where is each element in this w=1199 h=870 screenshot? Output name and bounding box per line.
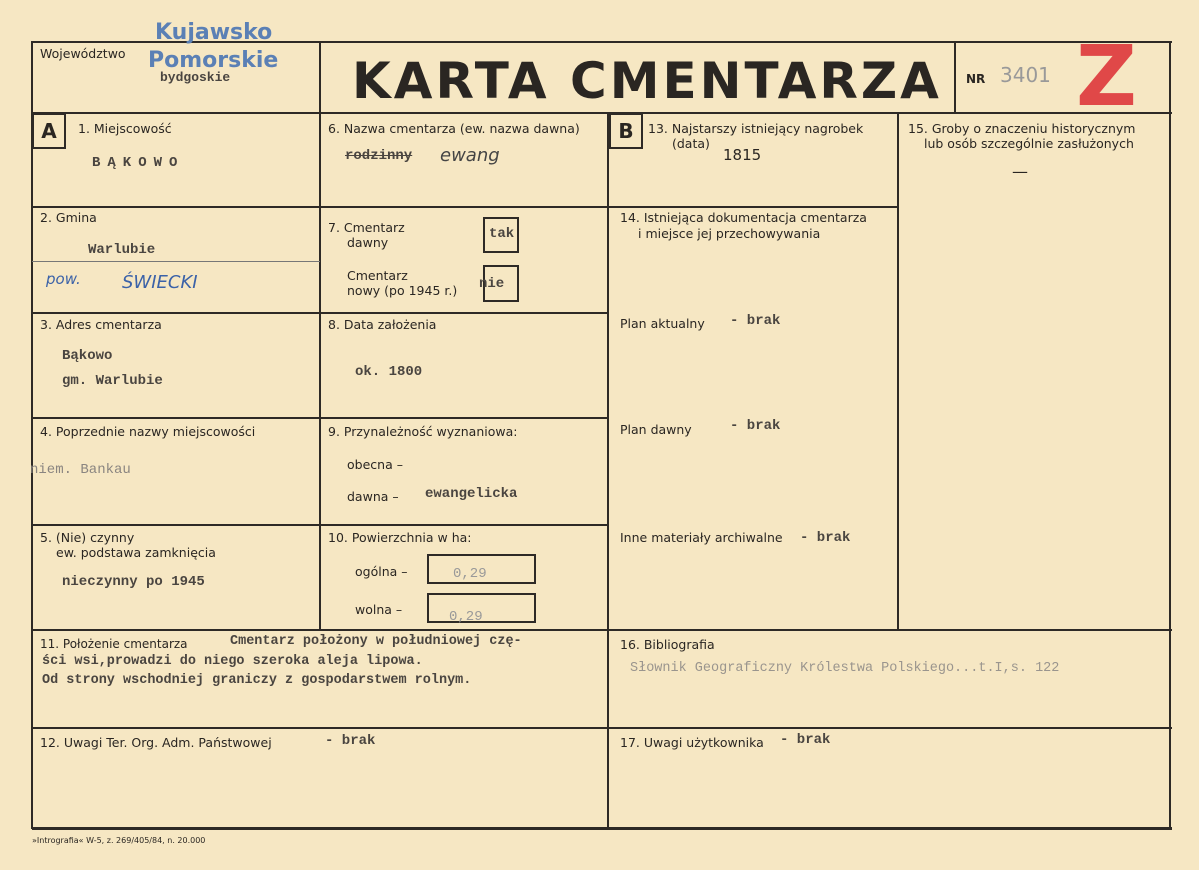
f6-value-handwritten: ewang — [440, 145, 500, 166]
f8-label: 8. Data założenia — [328, 317, 437, 332]
stamp-line-2: Pomorskie — [148, 48, 279, 73]
section-b-badge: B — [609, 113, 643, 149]
f10-free-label: wolna – — [355, 602, 403, 617]
f13-label-2: (data) — [672, 136, 710, 151]
f7-label-2b: nowy (po 1945 r.) — [347, 283, 458, 298]
divider — [32, 112, 1172, 114]
f17-value: - brak — [780, 732, 831, 748]
f10-free-value: 0,29 — [449, 609, 483, 625]
f10-free-field — [427, 593, 536, 623]
f6-value-struck: rodzinny — [345, 148, 413, 164]
f12-value: - brak — [325, 733, 376, 749]
divider — [607, 112, 609, 828]
wojewodztwo-label: Województwo — [40, 46, 126, 61]
divider — [608, 206, 898, 208]
f9-former-value: ewangelicka — [425, 486, 518, 502]
f12-label: 12. Uwagi Ter. Org. Adm. Państwowej — [40, 735, 272, 750]
f3-line2: gm. Warlubie — [62, 373, 163, 389]
f10-total-field — [427, 554, 536, 584]
divider — [32, 629, 1172, 631]
f11-label: 11. Położenie cmentarza — [40, 637, 188, 651]
nr-label: NR — [966, 72, 986, 86]
divider — [32, 827, 1172, 830]
wojewodztwo-value: bydgoskie — [160, 70, 231, 85]
f11-line2: ści wsi,prowadzi do niego szeroka aleja lipowa. — [42, 654, 423, 669]
other-materials-label: Inne materiały archiwalne — [620, 530, 783, 545]
f16-value: Słownik Geograficzny Królestwa Polskiego...t.I,s. 122 — [630, 661, 1060, 676]
f7-label-1b: dawny — [347, 235, 389, 250]
section-a-badge: A — [32, 113, 66, 149]
f9-current-label: obecna – — [347, 457, 403, 472]
printer-imprint: »Intrografia« W-5, z. 269/405/84, n. 20.000 — [32, 836, 206, 845]
f9-former-label: dawna – — [347, 489, 399, 504]
f10-total-label: ogólna – — [355, 564, 408, 579]
f2-label: 2. Gmina — [40, 210, 97, 225]
f4-label: 4. Poprzednie nazwy miejscowości — [40, 424, 256, 439]
f3-label: 3. Adres cmentarza — [40, 317, 162, 332]
f5-label-1: 5. (Nie) czynny — [40, 530, 135, 545]
divider — [319, 41, 321, 630]
f2-pow-label: pow. — [46, 270, 81, 288]
f11-line1: Cmentarz położony w południowej czę- — [230, 634, 522, 649]
divider — [954, 41, 956, 113]
divider — [32, 261, 320, 262]
red-mark: Z — [1076, 27, 1137, 125]
f1-label: 1. Miejscowość — [78, 121, 172, 136]
plan-current-value: - brak — [730, 313, 781, 329]
page-title: KARTA CMENTARZA — [352, 52, 942, 110]
divider — [32, 312, 608, 314]
divider — [31, 41, 33, 829]
f11-line3: Od strony wschodniej graniczy z gospodarstwem rolnym. — [42, 673, 472, 688]
f2-pow-value: ŚWIECKI — [122, 272, 198, 293]
f10-label: 10. Powierzchnia w ha: — [328, 530, 472, 545]
nr-value: 3401 — [1000, 63, 1051, 87]
f1-value: BĄKOWO — [92, 155, 185, 171]
f7-value-2: nie — [479, 276, 505, 292]
f14-label-1: 14. Istniejąca dokumentacja cmentarza — [620, 210, 867, 225]
f3-line1: Bąkowo — [62, 348, 113, 364]
f7-label-1: 7. Cmentarz — [328, 220, 405, 235]
divider — [32, 206, 608, 208]
divider — [32, 417, 608, 419]
f2-value: Warlubie — [88, 242, 156, 258]
f5-label-2: ew. podstawa zamknięcia — [56, 545, 216, 560]
plan-old-label: Plan dawny — [620, 422, 692, 437]
f7-new-checkbox — [479, 265, 519, 302]
f13-label-1: 13. Najstarszy istniejący nagrobek — [648, 121, 864, 136]
f8-value: ok. 1800 — [355, 364, 423, 380]
f5-value: nieczynny po 1945 — [62, 574, 205, 590]
divider — [897, 112, 899, 630]
f4-value: niem. Bankau — [30, 462, 131, 478]
f6-label: 6. Nazwa cmentarza (ew. nazwa dawna) — [328, 121, 580, 136]
f15-value: — — [1012, 162, 1028, 181]
divider — [32, 727, 1172, 729]
f15-label-1: 15. Groby o znaczeniu historycznym — [908, 121, 1136, 136]
f16-label: 16. Bibliografia — [620, 637, 715, 652]
other-materials-value: - brak — [800, 530, 851, 546]
plan-current-label: Plan aktualny — [620, 316, 705, 331]
divider — [1169, 41, 1171, 829]
f9-label: 9. Przynależność wyznaniowa: — [328, 424, 518, 439]
divider — [32, 524, 608, 526]
plan-old-value: - brak — [730, 418, 781, 434]
f13-value: 1815 — [723, 146, 762, 164]
f15-label-2: lub osób szczególnie zasłużonych — [924, 136, 1134, 151]
f10-total-value: 0,29 — [453, 566, 487, 582]
f7-old-checkbox — [483, 217, 519, 253]
stamp-line-1: Kujawsko — [155, 20, 273, 45]
f7-label-2: Cmentarz — [347, 268, 408, 283]
f17-label: 17. Uwagi użytkownika — [620, 735, 764, 750]
f14-label-2: i miejsce jej przechowywania — [638, 226, 821, 241]
f7-value-1: tak — [489, 226, 515, 242]
